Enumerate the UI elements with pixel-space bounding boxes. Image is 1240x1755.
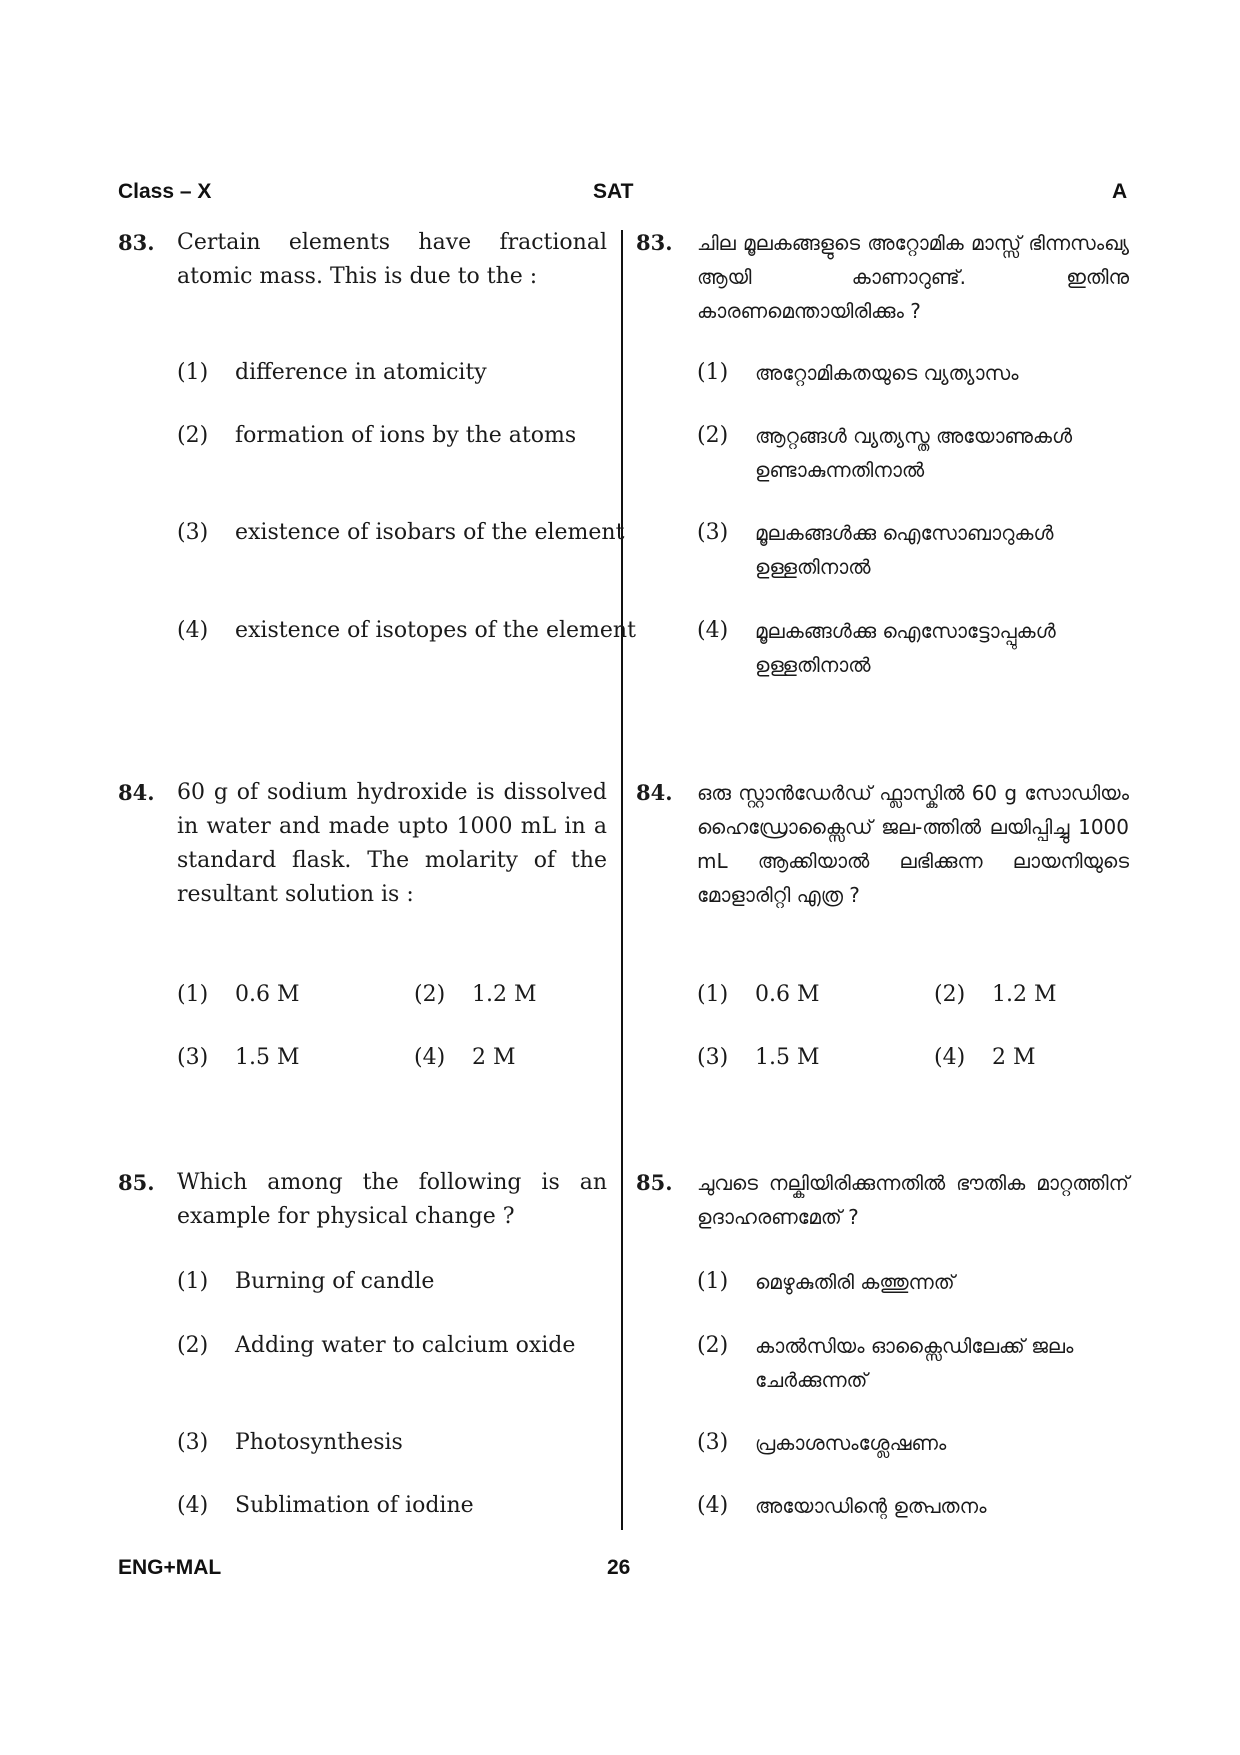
question-text: 60 g of sodium hydroxide is dissolved in water and made upto 1000 mL in a standard flask. The molarity of the resultant solution is : — [177, 780, 607, 907]
question-text: Which among the following is an example for physical change ? — [177, 1170, 607, 1229]
question-number: 85. — [636, 1170, 673, 1195]
header-set-code: A — [1112, 180, 1128, 203]
question-text: ചുവടെ നല്കിയിരിക്കുന്നതിൽ ഭൗതിക മാറ്റത്തിന് ഉദാഹരണമേത് ? — [697, 1171, 1129, 1229]
question-number: 85. — [118, 1170, 155, 1195]
question-number: 84. — [636, 780, 673, 805]
header-class: Class – X — [118, 180, 212, 203]
question-number: 84. — [118, 780, 155, 805]
header-title: SAT — [593, 180, 634, 203]
question-text: Certain elements have fractional atomic mass. This is due to the : — [177, 230, 607, 289]
footer-language: ENG+MAL — [118, 1556, 222, 1579]
page-number: 26 — [607, 1556, 631, 1579]
column-divider — [621, 230, 623, 1530]
question-text: ചില മൂലകങ്ങളുടെ അറ്റോമിക മാസ്സ് ഭിന്നസംഖ്യ ആയി കാണാറുണ്ട്. ഇതിനു കാരണമെന്തായിരിക്കും ? — [697, 231, 1129, 323]
question-text: ഒരു സ്റ്റാൻഡേർഡ് ഫ്ലാസ്കിൽ 60 g സോഡിയം ഹൈഡ്രോക്സൈഡ് ജല-ത്തിൽ ലയിപ്പിച്ചു 1000 mL ആക്കിയാൽ ലഭിക്കുന്ന ലായനിയുടെ മോളാരിറ്റി എത്ര ? — [697, 781, 1129, 907]
question-number: 83. — [118, 230, 155, 255]
question-number: 83. — [636, 230, 673, 255]
